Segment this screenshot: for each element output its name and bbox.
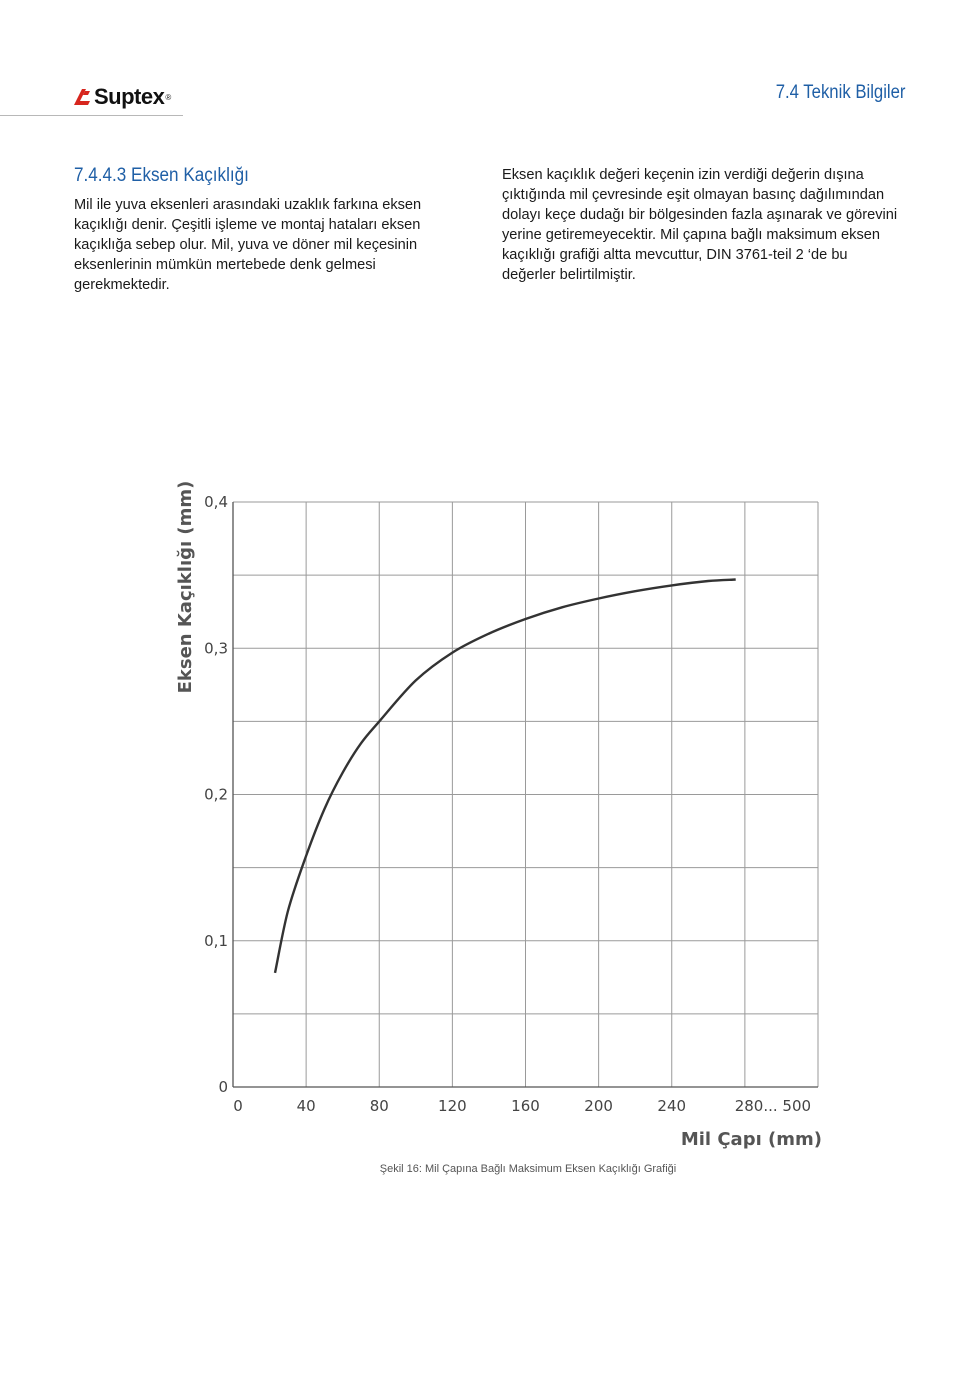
y-tick-label: 0,2 [204,785,228,804]
y-tick-label: 0 [218,1078,228,1096]
section-title: 7.4 Teknik Bilgiler [776,82,906,103]
x-tick-label: 280... 500 [734,1097,812,1115]
left-column [74,165,469,295]
brand-registered-mark: ® [165,92,172,102]
y-tick-label: 0,1 [204,931,228,950]
x-tick-label: 120 [438,1097,467,1115]
misalignment-chart [150,480,850,1160]
header-rule [0,115,183,116]
x-tick-label: 40 [296,1097,316,1115]
y-tick-label: 0,4 [204,493,228,511]
chart-svg [150,480,850,1160]
x-axis-title: Mil Çapı (mm) [680,1129,822,1150]
x-tick-label: 80 [369,1097,389,1115]
series-line [275,580,736,973]
x-tick-label: 0 [233,1097,243,1115]
brand-name: Suptex [94,84,165,109]
y-axis-title: Eksen Kaçıklığı (mm) [175,480,196,694]
figure-caption: Şekil 16: Mil Çapına Bağlı Maksimum Eksen Kaçıklığı Grafiği [379,1163,677,1175]
left-paragraph: Mil ile yuva eksenleri arasındaki uzaklık farkına eksen kaçıklığı denir. Çeşitli işleme ve montaj hataları eksen kaçıklığa sebep olur. Mil, yuva ve döner mil keçesinin eksenlerinin mümkün mertebede denk gelmesi gerekmektedir. [74,197,422,293]
brand-logo [72,84,171,110]
right-paragraph: Eksen kaçıklık değeri keçenin izin verdiği değerin dışına çıktığında mil çevresinde eşit olmayan basınç dağılımından dolayı keçe dudağı bir bölgesinden fazla aşınarak ve görevini yerine getiremeyecektir. Mil çapına bağlı maksimum eksen kaçıklığı grafiği altta mevcuttur, DIN 3761-teil 2 ‘de bu değerler belirtilmiştir. [502,167,898,283]
right-column [502,165,902,285]
suptex-logo-icon [72,87,92,107]
x-tick-label: 240 [657,1097,687,1115]
x-tick-label: 200 [584,1097,613,1115]
y-tick-label: 0,3 [204,639,228,658]
section-heading: 7.4.4.3 Eksen Kaçıklığı [74,165,249,186]
x-tick-label: 160 [511,1097,540,1115]
